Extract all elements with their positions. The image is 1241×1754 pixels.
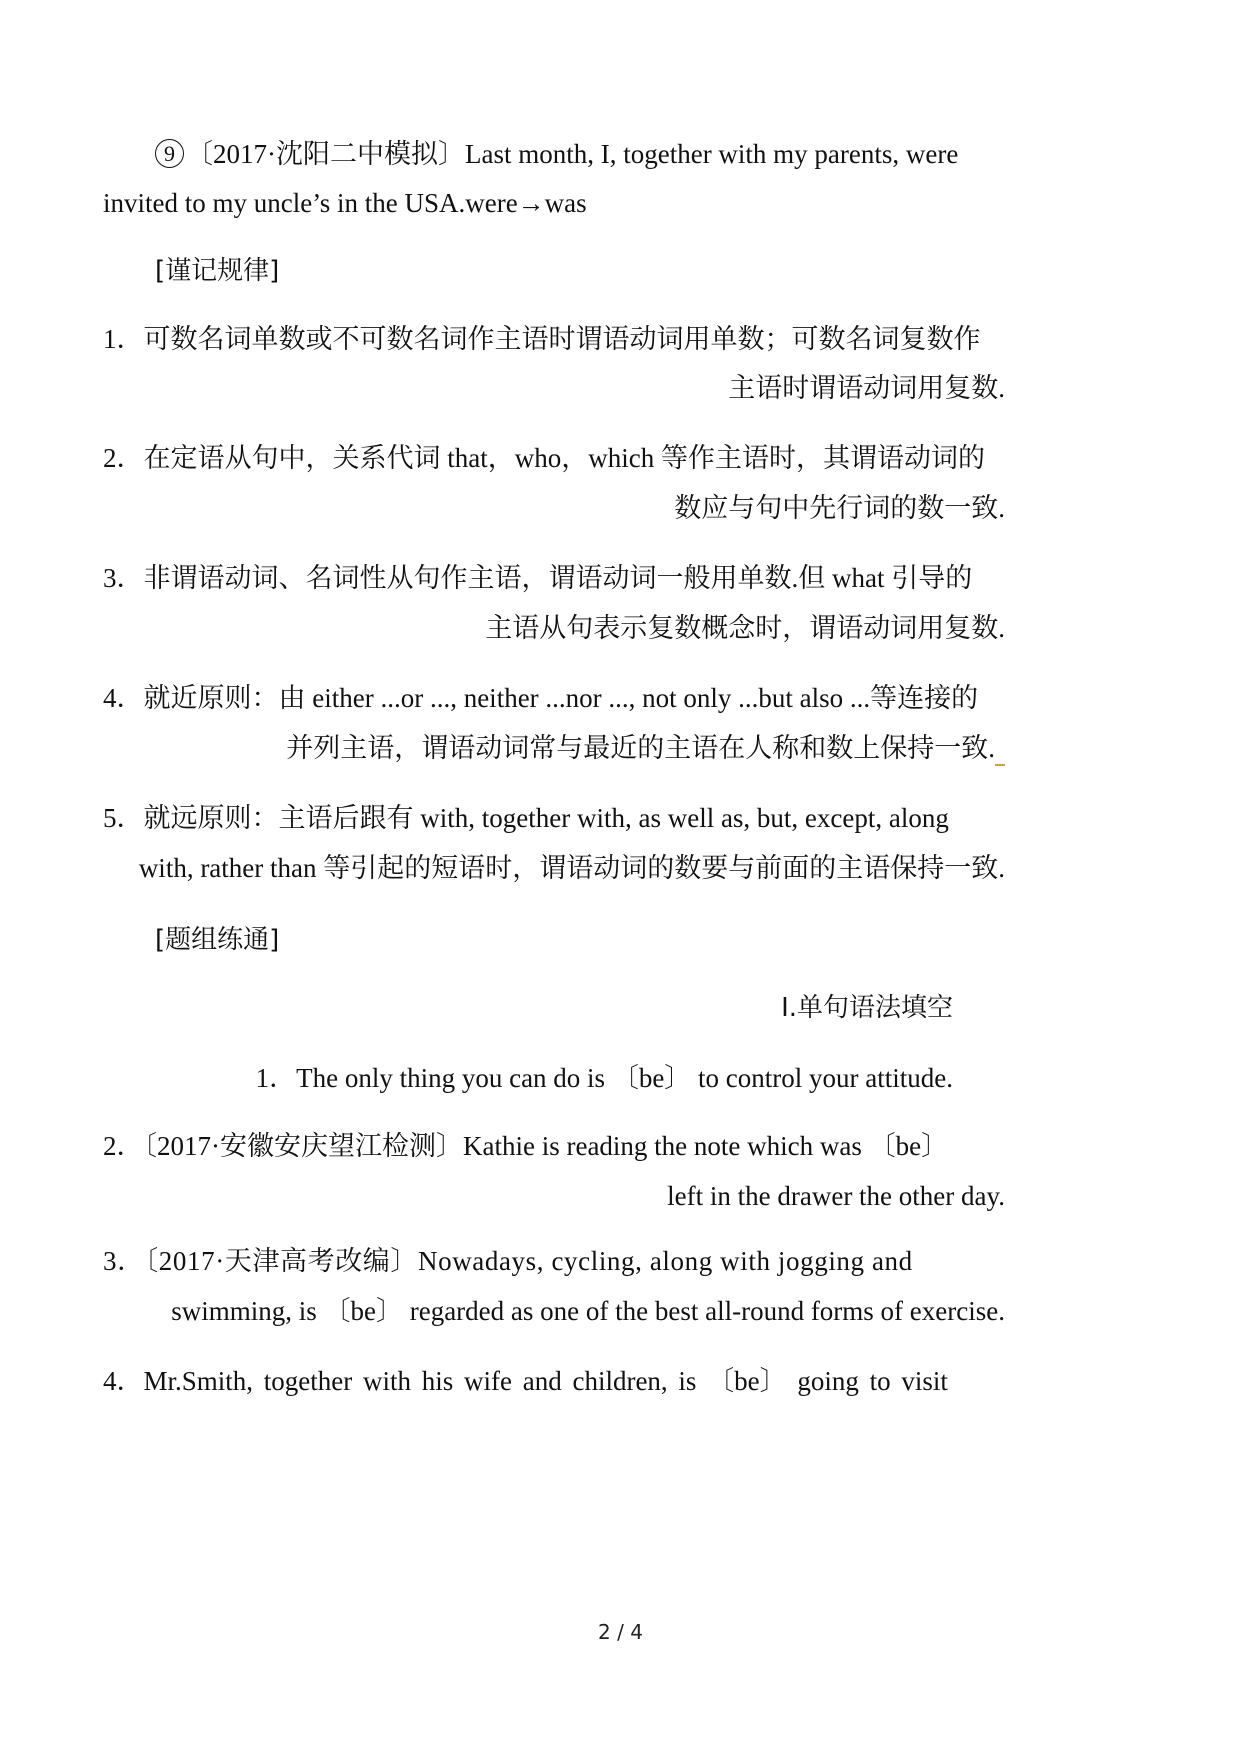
rule-5-line-2: with, rather than 等引起的短语时，谓语动词的数要与前面的主语保持一致. — [138, 853, 1005, 883]
edit-mark — [995, 746, 1005, 766]
rule-3-line-2: 主语从句表示复数概念时，谓语动词用复数. — [485, 613, 1005, 643]
rule-3-line-1: 3．非谓语动词、名词性从句作主语，谓语动词一般用单数.但 what 引导的 — [103, 563, 973, 593]
exercise-3-line-2: swimming, is 〔be〕 regarded as one of the best all-round forms of exercise. — [171, 1296, 1005, 1326]
rule-5-line-1: 5．就远原则：主语后跟有 with, together with, as well as, but, except, along — [103, 803, 949, 833]
rule-4-line-1: 4．就近原则：由 either ...or ..., neither ...nor ..., not only ...but also ...等连接的 — [103, 683, 979, 713]
circled-number: 9 — [155, 139, 184, 168]
example-9-line-2: invited to my uncle’s in the USA.were→was — [103, 188, 587, 218]
section-title: Ⅰ.单句语法填空 — [781, 993, 953, 1023]
rule-2-line-1: 2．在定语从句中，关系代词 that，who，which 等作主语时，其谓语动词的 — [103, 443, 985, 473]
exercise-4-line-1: 4．Mr.Smith, together with his wife and children, is 〔be〕 going to visit — [103, 1366, 948, 1396]
rule-1-line-2: 主语时谓语动词用复数. — [728, 373, 1005, 403]
exercise-2-line-1: 2．〔2017·安徽安庆望江检测〕Kathie is reading the note which was 〔be〕 — [103, 1131, 949, 1161]
page-number: 2 / 4 — [598, 1620, 643, 1644]
example-9-text-1: 〔2017·沈阳二中模拟〕Last month, I, together with my parents, were — [186, 139, 959, 169]
practice-heading: [题组练通] — [155, 925, 280, 955]
exercise-1-line-1: 1．The only thing you can do is 〔be〕 to control your attitude. — [255, 1063, 953, 1093]
rule-4-text-2: 并列主语，谓语动词常与最近的主语在人称和数上保持一致. — [286, 733, 995, 763]
exercise-2-line-2: left in the drawer the other day. — [667, 1181, 1005, 1211]
rule-1-line-1: 1．可数名词单数或不可数名词作主语时谓语动词用单数；可数名词复数作 — [103, 324, 981, 354]
exercise-3-line-1: 3．〔2017·天津高考改编〕Nowadays, cycling, along with jogging and — [103, 1246, 913, 1276]
rules-heading: [谨记规律] — [155, 256, 280, 286]
rule-4-line-2 — [286, 730, 1005, 766]
example-9-line-1 — [155, 136, 958, 172]
rule-2-line-2: 数应与句中先行词的数一致. — [674, 493, 1005, 523]
